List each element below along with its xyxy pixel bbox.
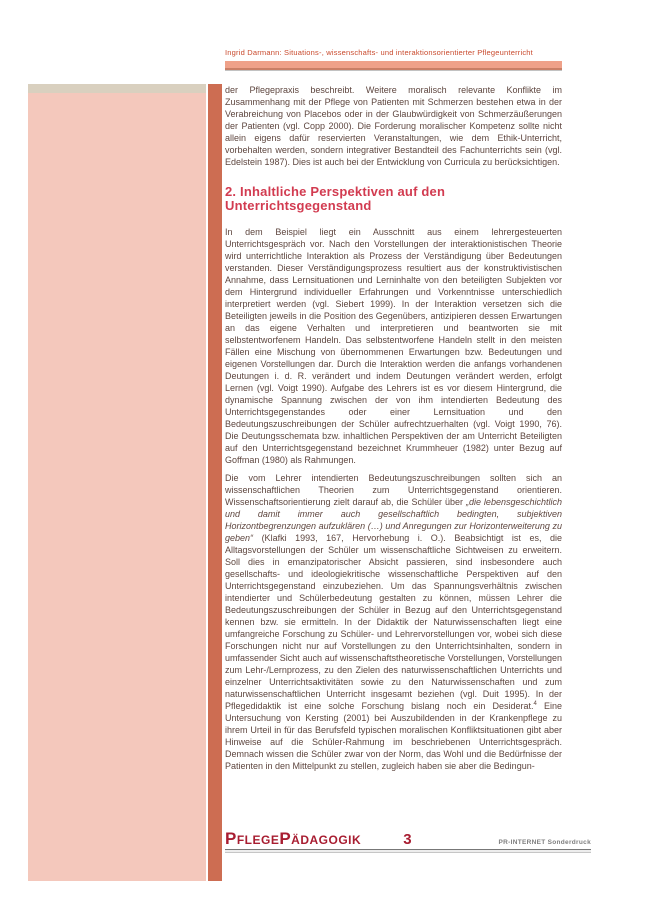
sidebar-color-panel xyxy=(28,84,206,881)
sidebar-accent-bar xyxy=(208,84,222,881)
running-header: Ingrid Darmann: Situations-, wissenschafts- und interaktionsorientierter Pflegeunterricht xyxy=(225,48,533,57)
paragraph-segment-after-quote: (Klafki 1993, 167, Hervorhebung i. O.). Beabsichtigt ist es, die Alltagsvorstellungen der Schüler um wissenschaftliche Sichtweisen zu erweitern. Soll dies in emanzipatorischer Absicht passieren, sind insbesondere auch gesellschafts- und ideologiekritische wissenschaftliche Perspektiven auf den Unterrichtsgegenstand einzubeziehen. Um das Spannungsverhältnis zwischen intendierter und Schülerbedeutung gestalten zu können, müssen Lehrer die Bedeutungszuschreibungen der Schüler in Bezug auf den Unterrichtsgegenstand kennen bzw. sie ermitteln. In der Didaktik der Naturwissenschaften liegt eine umfangreiche Forschung zu Schüler- und Lehrervorstellungen vor, wobei sich diese Forschungen nicht nur auf Vorstellungen zu den Unterrichtsinhalten, sondern in umfassender Sicht auch auf wissenschaftstheoretische Vorstellungen, Vorstellungen zum Lehr-/Lernprozess, zu den Zielen des naturwissenschaftlichen Unterrichts und einzelner Unterrichtsaktivitäten sowie zu den Naturwissenschaften und zum naturwissenschaftlichen Unterricht insgesamt beziehen (vgl. Duit 1995). In der Pflegedidaktik ist eine solche Forschung bislang noch ein Desiderat. xyxy=(225,533,562,711)
footer-row xyxy=(225,830,591,848)
imprint-label: PR-INTERNET Sonderdruck xyxy=(498,839,591,846)
paragraph-segment-continuation: Eine Untersuchung von Kersting (2001) bei Auszubildenden in der Krankenpflege zu ihrem Urteil in für das Berufsfeld typischen moralischen Konfliktsituationen gibt aber Hinweise auf die Schüler-Rahmung im beschriebenen Unterrichtsgespräch. Demnach wissen die Schüler zwar von der Norm, das Wohl und die Bedürfnisse der Patienten in den Mittelpunkt zu stellen, zugleich haben sie aber die Bedingun- xyxy=(225,701,562,771)
footnote-marker: 4 xyxy=(533,701,537,707)
paragraph-segment-before-quote: Die vom Lehrer intendierten Bedeutungszuschreibungen sollten sich an wissenschaftlichen Theorien zum Unterrichtsgegenstand orientieren. Wissenschaftsorientierung zielt darauf ab, die Schüler über xyxy=(225,473,562,507)
klafki-quote: „die lebensgeschichtlich und damit immer auch gesellschaftlich bedingten, subjektiven Horizontbegrenzungen aufzuklären (…) und Anregungen zur Horizonterweiterung zu geben“ xyxy=(225,497,562,543)
paragraph-continued: der Pflegepraxis beschreibt. Weitere moralisch relevante Konflikte im Zusammenhang mit der Pflege von Patienten mit Schmerzen bestehen etwa in der Verabreichung von Placebos oder in der Glaubwürdigkeit von Schmerzäußerungen der Patienten (vgl. Copp 2000). Die Forderung moralischer Kompetenz sollte nicht allein eigens dafür reservierten Veranstaltungen, wie dem Ethik-Unterricht, vorbehalten werden, sondern integrativer Bestandteil des Fachunterrichts sein (vgl. Edelstein 1987). Dies ist auch bei der Entwicklung von Curricula zu berücksichtigen. xyxy=(225,85,562,167)
journal-title: PflegePädagogik xyxy=(225,829,362,848)
page-number: 3 xyxy=(403,831,412,848)
text-column xyxy=(225,48,562,772)
footer-rule xyxy=(225,849,591,853)
page-footer xyxy=(225,830,591,853)
paragraph-interaction-theory: In dem Beispiel liegt ein Ausschnitt aus einem lehrergesteuerten Unterrichtsgespräch vor. Nach den Vorstellungen der interaktionistischen Theorie wird unterrichtliche Interaktion als Prozess der Verständigung über Bedeutungen verstanden. Dieser Verständigungsprozess resultiert aus der konstruktivistischen Annahme, dass Lernsituationen und Lerninhalte von den beteiligten Subjekten vor dem Hintergrund individueller Erfahrungen und Vorkenntnisse unterschiedlich interpretiert werden (vgl. Siebert 1999). In der Interaktion versetzen sich die Beteiligten jeweils in die Position des Gegenübers, antizipieren dessen Erwartungen an das eigene Verhalten und interpretieren und beantworten sie mit selbstentworfenem Handeln. Das selbstentworfene Handeln stellt in den meisten Fällen eine Mischung von übernommenen Erwartungen bzw. Bedeutungen und eigenen Vorstellungen dar. Durch die Interaktion werden die anfangs vorhandenen Deutungen i. d. R. verändert und indem Deutungen verändert werden, erfolgt Lernen (vgl. Voigt 1990). Aufgabe des Lehrers ist es vor diesem Hintergrund, die dynamische Spannung zwischen der von ihm intendierten Bedeutung des Unterrichtsgegenstandes oder einer Lernsituation und den Bedeutungszuschreibungen der Schüler aufrechtzuerhalten (vgl. Voigt 1990, 76). Die Deutungsschemata bzw. inhaltlichen Perspektiven der am Unterricht Beteiligten auf den Unterrichtsgegenstand bezeichnet Krummheuer (1982) unter Bezug auf Goffman (1980) als Rahmungen. xyxy=(225,227,562,465)
section-heading: 2. Inhaltliche Perspektiven auf den Unterrichtsgegenstand xyxy=(225,184,446,213)
paragraph-science-orientation xyxy=(225,472,562,772)
header-rule-band xyxy=(225,61,562,70)
